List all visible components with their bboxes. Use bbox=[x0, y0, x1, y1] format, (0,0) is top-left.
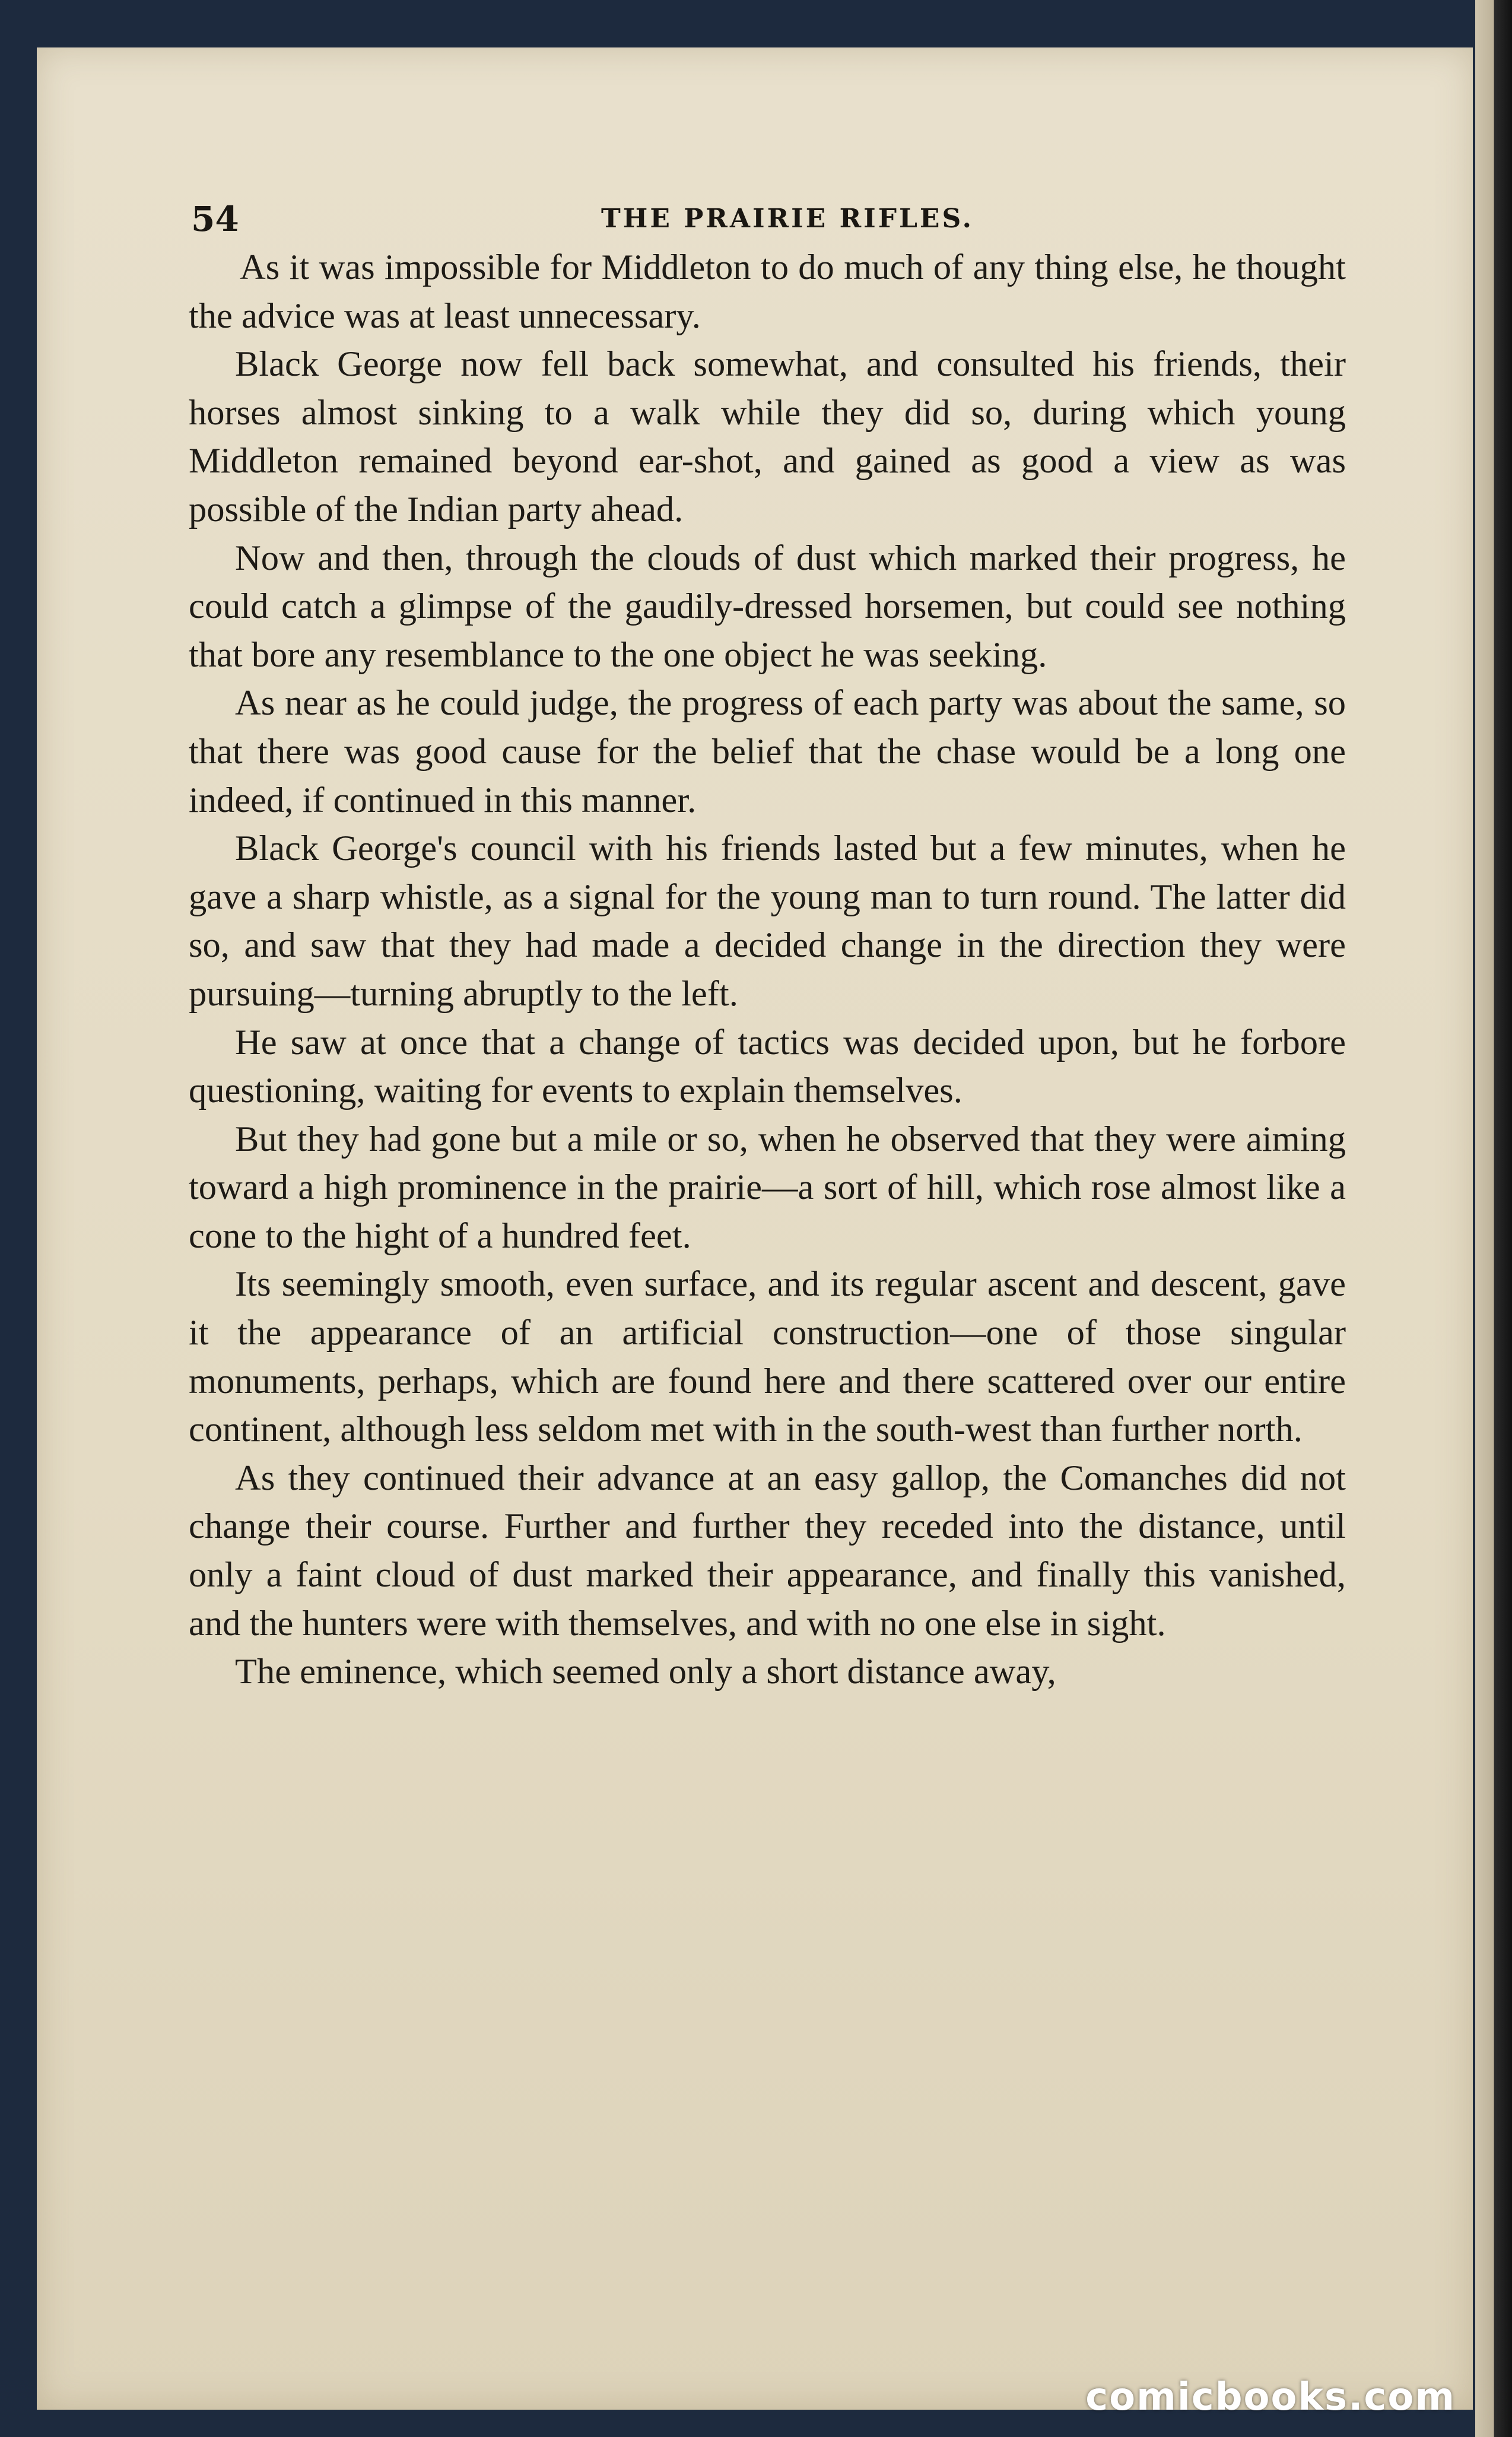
paragraph-4: As near as he could judge, the progress of each party was about the same, so that there was good cause for the belief that the chase would be a long one indeed, if continued in this manner. bbox=[189, 683, 1346, 820]
page-number: 54 bbox=[191, 199, 239, 239]
paragraph-5: Black George's council with his friends lasted but a few minutes, when he gave a sharp whistle, as a signal for the young man to turn round. The latter did so, and saw that they had made a decided change in the direction they were pursuing—turning abruptly to the left. bbox=[189, 829, 1346, 1014]
paragraph-2: Black George now fell back somewhat, and consulted his friends, their horses almost sinking to a walk while they did so, during which young Middleton remained beyond ear-shot, and gained as good a view as was possible of the Indian party ahead. bbox=[189, 344, 1346, 529]
paragraph-6: He saw at once that a change of tactics was decided upon, but he forbore questioning, waiting for events to explain themselves. bbox=[189, 1022, 1346, 1111]
paragraph-1: As it was impossible for Middleton to do much of any thing else, he thought the advice was at least unnecessary. bbox=[189, 247, 1346, 336]
watermark-text: comicbooks.com bbox=[1085, 2375, 1456, 2419]
paragraph-7: But they had gone but a mile or so, when he observed that they were aiming toward a high prominence in the prairie—a sort of hill, which rose almost like a cone to the hight of a hundred feet. bbox=[189, 1119, 1346, 1256]
paragraph-8: Its seemingly smooth, even surface, and its regular ascent and descent, gave it the appearance of an artificial construction—one of those singular monuments, perhaps, which are found here and there scattered over our entire continent, although less seldom met with in the south-west than further north. bbox=[189, 1264, 1346, 1450]
paragraph-9: As they continued their advance at an easy gallop, the Comanches did not change their course. Further and further they receded into the distance, until only a faint cloud of dust marked their appearance, and finally this vanished, and the hunters were with themselves, and with no one else in sight. bbox=[189, 1458, 1346, 1643]
paragraph-3: Now and then, through the clouds of dust which marked their progress, he could catch a glimpse of the gaudily-dressed horsemen, but could see nothing that bore any resemblance to the one object he was seeking. bbox=[189, 538, 1346, 675]
running-title: THE PRAIRIE RIFLES. bbox=[601, 204, 974, 234]
running-head bbox=[191, 199, 1384, 246]
page-edge bbox=[1475, 0, 1512, 2437]
body-text bbox=[189, 243, 1346, 1696]
paragraph-10: The eminence, which seemed only a short distance away, bbox=[235, 1652, 1056, 1692]
